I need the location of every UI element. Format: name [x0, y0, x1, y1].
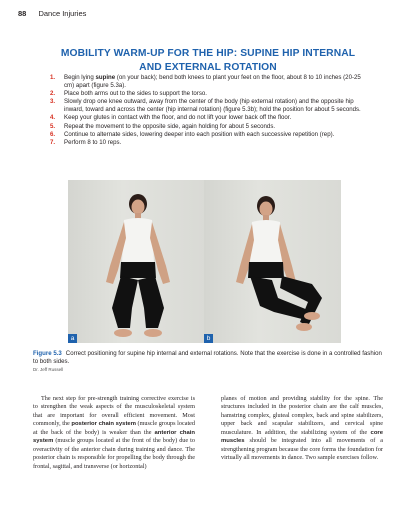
panel-label-a: a	[68, 334, 77, 343]
step-number: 3.	[50, 98, 56, 106]
step-number: 6.	[50, 130, 56, 138]
instruction-steps	[50, 74, 370, 147]
text-run: should be integrated into all movements of a strengthening program because the core forms the foundation for virtually all movements in dance. Two sample exercises follow.	[221, 437, 383, 462]
bold-term: supine	[95, 74, 116, 81]
photo-figure-5-3a	[68, 180, 205, 343]
instruction-step	[50, 123, 370, 131]
running-title: Dance Injuries	[38, 9, 87, 18]
text-run: Begin lying	[64, 74, 96, 81]
text-run: planes of motion and providing stability for the spine. The structures included in the posterior chain are the calf muscles, hamstring complex, gluteal complex, back and spine stabilizers, upper back and scapular stabilizers, and cervical spine musculature. In addition, the stabilizing system of the	[221, 395, 383, 436]
bold-term: core muscles	[221, 429, 383, 445]
step-number: 1.	[50, 74, 56, 81]
instruction-step	[50, 74, 370, 90]
section-title-line-1: MOBILITY WARM-UP FOR THE HIP: SUPINE HIP INTERNAL	[60, 48, 356, 59]
step-number: 5.	[50, 122, 56, 130]
text-run: (on your back); bend both knees to plant your feet on the floor, about 8 to 10 inches (20-25 cm) apart (figure 5.3a).	[64, 74, 361, 90]
photo-figure-5-3b	[204, 180, 341, 343]
section-title-line-2: AND EXTERNAL ROTATION	[139, 62, 277, 73]
panel-label-b: b	[204, 334, 213, 343]
bold-term: anterior chain system	[33, 429, 195, 445]
body-paragraph-right	[221, 395, 383, 463]
text-run: Keep your glutes in contact with the floor, and do not lift your lower back off the floor.	[64, 114, 292, 122]
figure-caption-text: Correct positioning for supine hip internal and external rotations. Note that the exercise is done in a controlled fashion to both sides.	[33, 350, 382, 365]
instruction-step	[50, 90, 370, 98]
dancer-knees-bent-illustration	[68, 180, 205, 343]
step-number: 7.	[50, 138, 56, 146]
instruction-step	[50, 131, 370, 139]
instruction-step	[50, 98, 370, 114]
text-run: (muscle groups located at the back of the body) is weaker than the	[33, 420, 196, 436]
text-run: (muscle groups located at the front of the body) due to overactivity of the anterior chain during training and dance. The posterior chain is responsible for propelling the body through the frontal, sagittal, and transverse (or horizontal)	[33, 437, 195, 470]
running-header	[18, 9, 86, 18]
section-title	[40, 47, 376, 75]
step-number: 2.	[50, 90, 56, 98]
page-number: 88	[18, 9, 27, 18]
instruction-step	[50, 114, 370, 122]
figure-caption	[33, 350, 388, 366]
body-column-left	[33, 395, 195, 471]
body-column-right	[221, 395, 383, 463]
step-number: 4.	[50, 114, 56, 122]
bold-term: posterior chain system	[71, 421, 136, 428]
text-run: Perform 8 to 10 reps.	[64, 138, 122, 146]
instruction-step	[50, 139, 370, 147]
figure-label: Figure 5.3	[33, 350, 62, 357]
dancer-hip-rotation-illustration	[204, 180, 341, 343]
text-run: Place both arms out to the sides to support the torso.	[64, 90, 207, 98]
photo-credit: Dr. Jeff Russell	[33, 367, 64, 372]
text-run: Slowly drop one knee outward, away from the center of the body (hip external rotation) and the opposite hip inward, toward and across the center (hip internal rotation) (figure 5.3b); hold the position for about 5 seconds.	[64, 98, 361, 114]
body-paragraph-left	[33, 395, 195, 471]
text-run: The next step for pre-strength training corrective exercise is to strengthen the weak aspects of the musculoskeletal system that are important for overall efficient movement. Most commonly, the	[33, 395, 195, 428]
text-run: Repeat the movement to the opposite side, again holding for about 5 seconds.	[64, 122, 276, 130]
text-run: Continue to alternate sides, lowering deeper into each position with each successive repetition (rep).	[64, 130, 335, 138]
